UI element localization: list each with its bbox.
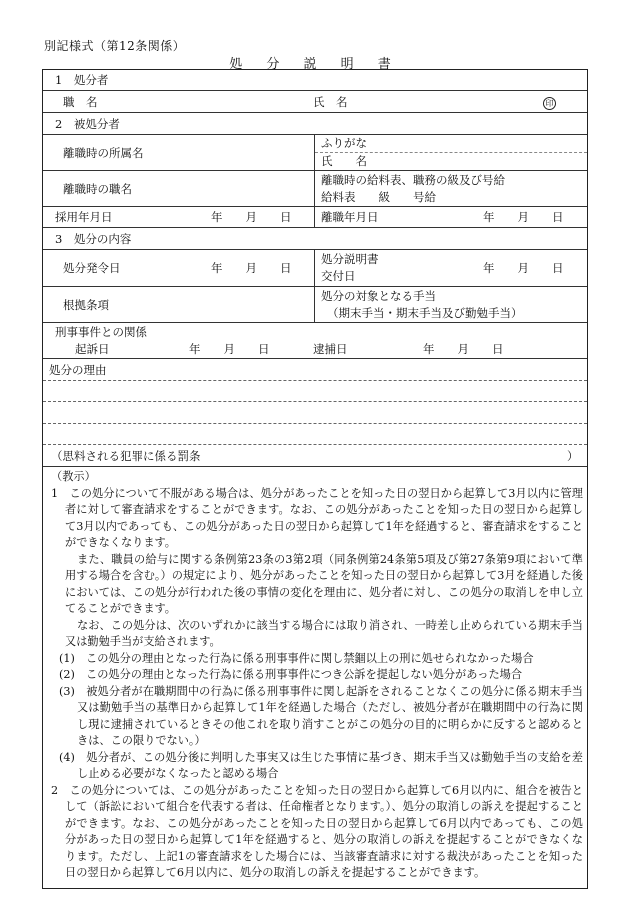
delivery-label-2: 交付日 bbox=[321, 269, 356, 283]
leave-label: 離職年月日 bbox=[321, 210, 379, 224]
arrest-label: 逮捕日 bbox=[313, 342, 348, 356]
seal-icon: 印 bbox=[543, 97, 556, 110]
post-label: 離職時の職名 bbox=[63, 182, 132, 196]
section1-body-row bbox=[43, 91, 587, 113]
dept-row bbox=[43, 135, 587, 171]
basis-label: 根拠条項 bbox=[63, 298, 109, 312]
indict-label: 起訴日 bbox=[75, 342, 110, 356]
issue-row bbox=[43, 250, 587, 287]
delivery-date: 年 月 日 bbox=[483, 261, 564, 275]
issue-label: 処分発令日 bbox=[63, 261, 121, 275]
hire-label: 採用年月日 bbox=[55, 210, 113, 224]
salary-label: 離職時の給料表、職務の級及び号給 bbox=[321, 173, 505, 187]
target-label-2: （期末手当・期末手当及び勤勉手当） bbox=[327, 306, 523, 320]
notice-block bbox=[51, 469, 583, 882]
arrest-date: 年 月 日 bbox=[423, 342, 504, 356]
notice-paragraph-4: 2 この処分については、この処分があったことを知った日の翌日から起算して6月以内に、組合を被告として（訴訟において組合を代表する者は、任命権者となります。）、処分の取消しの訴えを提起することができます。なお、この処分があったことを知った日の翌日から起算して6月以内であっても、この処分があった日の翌日から起算して1年を経過すると、処分の取消しの訴えを提起することができなくなります。ただし、上記1の審査請求をした場合には、当該審査請求に対する裁決があったことを知った日の翌日から起算して6月以内に、処分の取消しの訴えを提起することができます。 bbox=[51, 783, 583, 879]
post-row bbox=[43, 171, 587, 207]
basis-row bbox=[43, 287, 587, 323]
issuer-name-label: 氏 名 bbox=[313, 95, 348, 109]
delivery-label-1: 処分説明書 bbox=[321, 252, 379, 266]
indict-date: 年 月 日 bbox=[189, 342, 270, 356]
section3-heading: 3 処分の内容 bbox=[55, 232, 132, 246]
penalty-row bbox=[43, 445, 587, 467]
reason-row-2 bbox=[43, 381, 587, 402]
notice-heading: （教示） bbox=[51, 470, 96, 483]
notice-item-2: (2) この処分の理由となった行為に係る刑事事件につき公訴を提起しない処分があった場合 bbox=[59, 668, 523, 681]
salary-sub: 給料表 級 号給 bbox=[321, 190, 436, 204]
issuer-post-label: 職 名 bbox=[63, 95, 98, 109]
leave-date: 年 月 日 bbox=[483, 210, 564, 224]
hire-date: 年 月 日 bbox=[211, 210, 292, 224]
person-name-label: 氏 名 bbox=[321, 154, 367, 168]
issue-date: 年 月 日 bbox=[211, 261, 292, 275]
notice-item-4: (4) 処分者が、この処分後に判明した事実又は生じた事情に基づき、期末手当又は勤勉手当の支給を差し止める必要がなくなったと認める場合 bbox=[59, 750, 583, 780]
document-title: 処 分 説 明 書 bbox=[229, 57, 401, 72]
section1-heading: 1 処分者 bbox=[55, 73, 109, 87]
seal-mark bbox=[543, 95, 556, 110]
furigana-label: ふりがな bbox=[321, 136, 367, 150]
notice-paragraph-3: なお、この処分は、次のいずれかに該当する場合には取り消され、一時差し止められている期末手当又は勤勉手当が支給されます。 bbox=[65, 618, 583, 648]
reason-row-1 bbox=[43, 359, 587, 381]
notice-paragraph-1: 1 この処分について不服がある場合は、処分があったことを知った日の翌日から起算して3月以内に管理者に対して審査請求をすることができます。なお、この処分があったことを知った日の翌日から起算して3月以内であっても、この処分があった日の翌日から起算して1年を経過すると、審査請求をすることができなくなります。 bbox=[51, 486, 583, 549]
target-label-1: 処分の対象となる手当 bbox=[321, 289, 436, 303]
dates-row bbox=[43, 207, 587, 228]
reason-row-3 bbox=[43, 402, 587, 424]
reason-label: 処分の理由 bbox=[49, 363, 107, 377]
criminal-label: 刑事事件との関係 bbox=[55, 325, 147, 339]
notice-item-1: (1) この処分の理由となった行為に係る刑事事件に関し禁錮以上の刑に処せられなかった場合 bbox=[59, 651, 534, 665]
criminal-row bbox=[43, 323, 587, 359]
section2-heading: 2 被処分者 bbox=[55, 117, 120, 131]
reason-row-4 bbox=[43, 424, 587, 445]
dept-label: 離職時の所属名 bbox=[63, 146, 144, 160]
form-reference: 別記様式（第12条関係） bbox=[44, 39, 186, 53]
notice-paragraph-2: また、職員の給与に関する条例第23条の3第2項（同条例第24条第5項及び第27条第9項において準用する場合を含む。）の規定により、処分があったことを知った日の翌日から起算して3月を経過した後においては、この処分が行われた後の事情の変化を理由に、処分者に対し、この処分の取消しを申し立てることができます。 bbox=[65, 552, 583, 615]
form-frame bbox=[42, 69, 588, 889]
penalty-close: ） bbox=[567, 449, 579, 463]
section2-heading-row bbox=[43, 113, 587, 135]
penalty-label: （思料される犯罪に係る罰条 bbox=[51, 449, 201, 463]
section3-heading-row bbox=[43, 228, 587, 250]
section1-heading-row bbox=[43, 70, 587, 91]
notice-item-3: (3) 被処分者が在職期間中の行為に係る刑事事件に関し起訴をされることなくこの処分に係る期末手当又は勤勉手当の基準日から起算して1年を経過した場合（ただし、被処分者が在職期間中の行為に関し現に逮捕されているときその他これを取り消すことがこの処分の目的に明らかに反すると認めるときは、この限りでない。） bbox=[59, 684, 583, 747]
